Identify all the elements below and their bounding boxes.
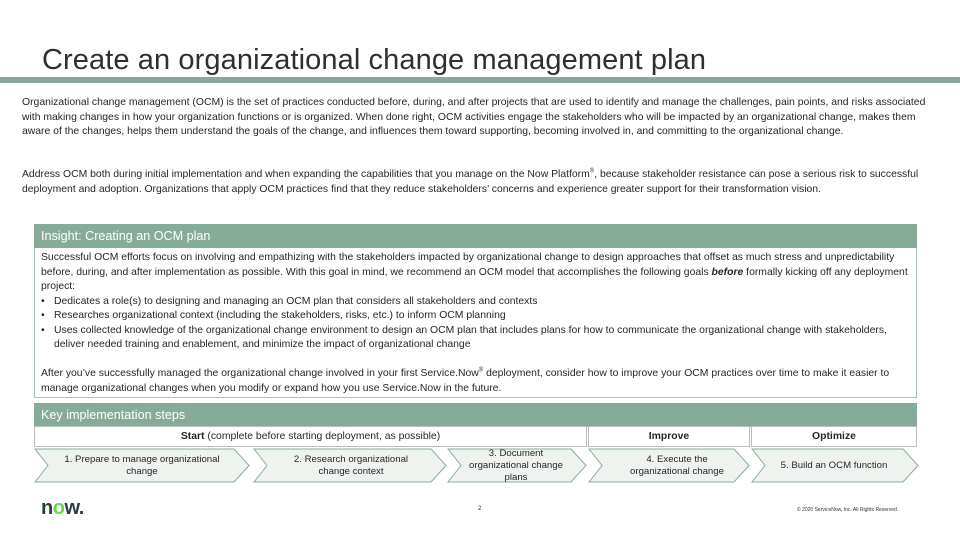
insight-lead-post: formally kicking off any deployment project: — [41, 266, 908, 292]
logo-text-pre: n — [41, 497, 53, 519]
intro-p2-post: , because stakeholder resistance can pose a serious risk to successful deployment and adoption. Organizations that apply OCM practices find that they reduce stakeholders’ concerns and experience greater support for their transformation vision. — [22, 169, 919, 195]
page-number: 2 — [478, 506, 482, 512]
title-divider — [0, 77, 960, 83]
registered-mark: ® — [589, 168, 595, 175]
insight-header: Insight: Creating an OCM plan — [34, 224, 917, 248]
step-3-chevron — [447, 448, 587, 483]
step-3-label: 3. Document organizational change plans — [469, 447, 563, 483]
step-2-chevron — [253, 448, 447, 483]
insight-lead — [41, 251, 913, 353]
insight-bullet-list — [41, 295, 913, 353]
phase-improve: Improve — [588, 426, 750, 447]
logo-text-post: w. — [64, 497, 84, 519]
insight-lead-pre: Successful OCM efforts focus on involving and empathizing with the stakeholders impacted by organizational change to design approaches that offset as much stress and unpredictability before, during, and after implementation as possible. With this goal in mind, we recommend an OCM model that accomplishes the following goals — [41, 252, 895, 278]
insight-bullet: • Researches organizational context (including the stakeholders, risks, etc.) to inform OCM planning — [41, 309, 913, 324]
insight-closing-post: deployment, consider how to improve your OCM practices over time to make it easier to manage organizational changes when you modify or expand how you use Service.Now in the future. — [41, 368, 890, 394]
insight-lead-emphasis: before — [711, 266, 744, 278]
step-1-chevron — [34, 448, 250, 483]
step-2-label: 2. Research organizational change context — [293, 453, 409, 477]
insight-bullet: • Uses collected knowledge of the organizational change environment to design an OCM plan that includes plans for how to communicate the organizational change with stakeholders, deliver needed training and enablement, and minimize the impact of organizational change — [41, 324, 913, 353]
steps-header: Key implementation steps — [34, 403, 917, 427]
insight-closing — [41, 367, 913, 396]
phase-start-rest: (complete before starting deployment, as possible) — [204, 431, 441, 442]
logo-text-o: o — [52, 497, 65, 519]
page-title: Create an organizational change management plan — [42, 44, 707, 76]
intro-paragraph-1: Organizational change management (OCM) is the set of practices conducted before, during, and after projects that are used to identify and manage the challenges, pain points, and risks associated with making changes in how your organization functions or is organized. When done right, OCM activities engage the stakeholders who will be impacted by an organizational change, makes them aware of the changes, helps them understand the goals of the change, and influences them toward supporting, becoming involved in, and committing to the organizational change. — [22, 97, 926, 137]
phase-optimize: Optimize — [751, 426, 917, 447]
phase-start-bold: Start — [180, 431, 205, 442]
intro-paragraph-2 — [22, 168, 936, 197]
step-5-label: 5. Build an OCM function — [780, 459, 888, 471]
step-4-label: 4. Execute the organizational change — [630, 453, 724, 477]
phase-start — [34, 426, 587, 447]
step-5-chevron — [751, 448, 919, 483]
intro-p2-pre: Address OCM both during initial implementation and when expanding the capabilities that you manage on the Now Platform — [22, 169, 590, 180]
step-1-label: 1. Prepare to manage organizational change — [64, 453, 220, 477]
insight-closing-pre: After you’ve successfully managed the organizational change involved in your first Service.Now — [41, 368, 479, 379]
registered-mark: ® — [478, 367, 484, 374]
step-4-chevron — [588, 448, 750, 483]
servicenow-logo — [41, 497, 84, 520]
copyright-notice: © 2020 ServiceNow, Inc. All Rights Reserved. — [797, 507, 899, 513]
insight-bullet: • Dedicates a role(s) to designing and managing an OCM plan that considers all stakeholders and contexts — [41, 295, 913, 310]
